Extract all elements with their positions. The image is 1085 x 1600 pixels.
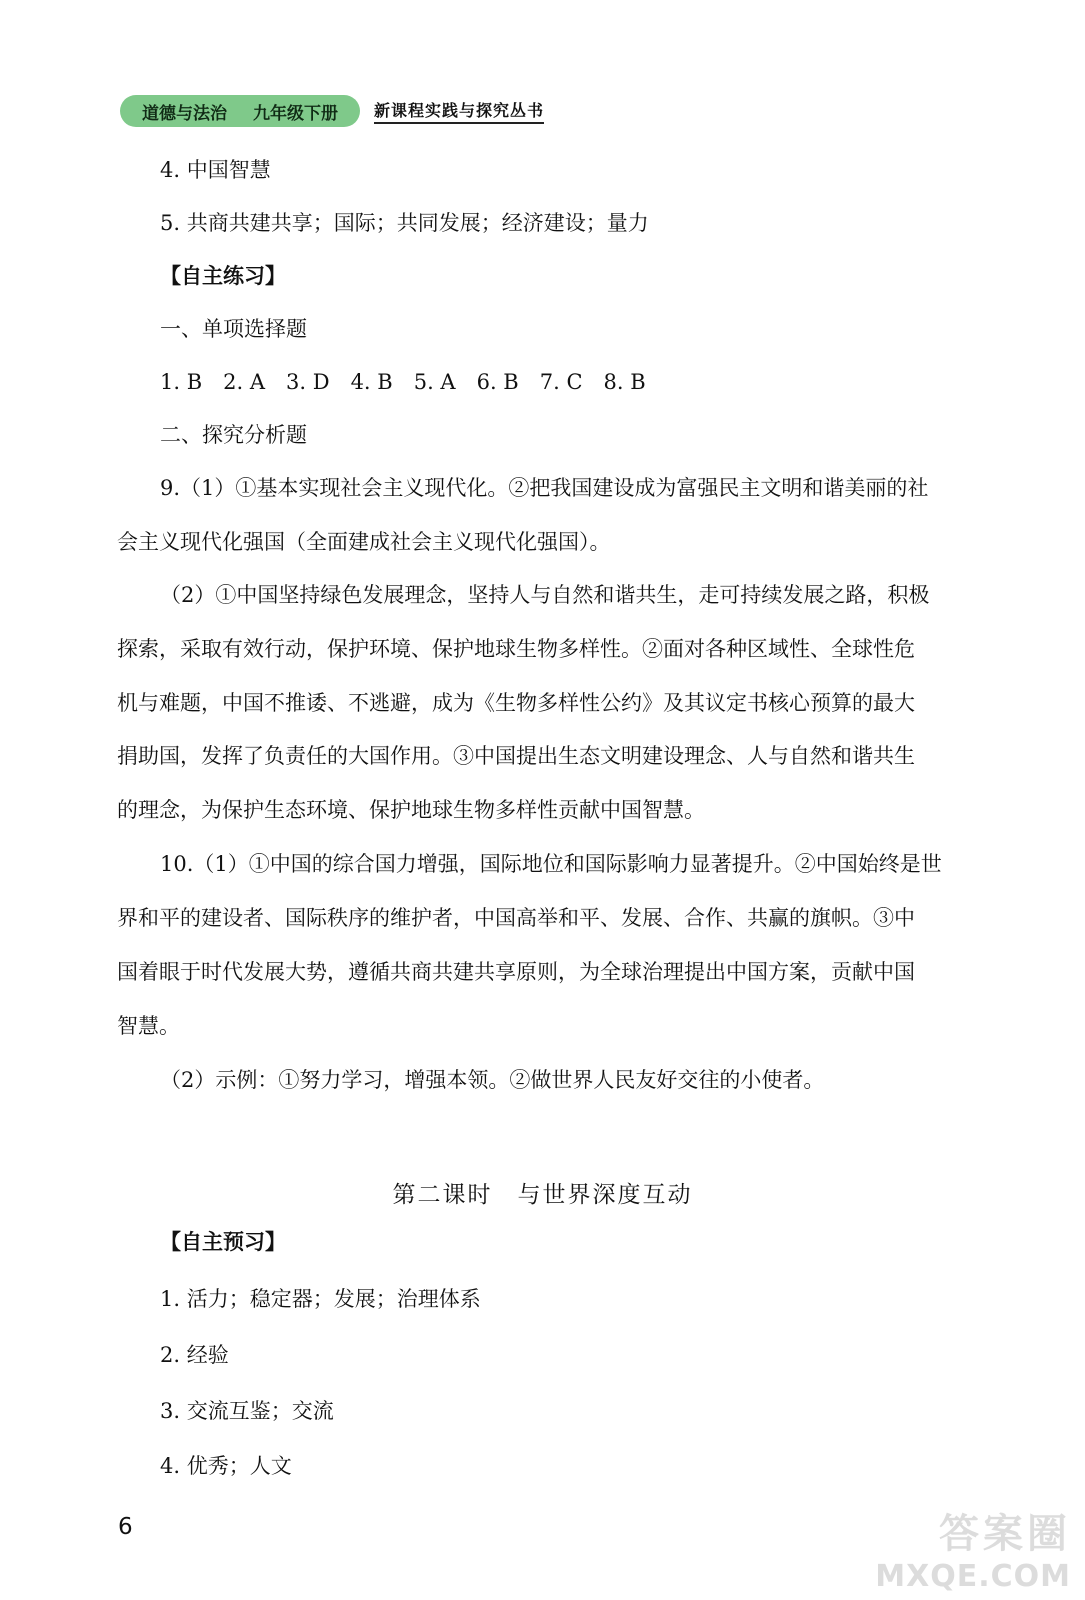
answer-line: 国着眼于时代发展大势，遵循共商共建共享原则，为全球治理提出中国方案，贡献中国 (117, 960, 915, 984)
answer-line: 界和平的建设者、国际秩序的维护者，中国高举和平、发展、合作、共赢的旗帜。③中 (117, 906, 915, 930)
section-heading: 【自主预习】 (160, 1230, 286, 1254)
answer-line: 2. 经验 (160, 1343, 229, 1367)
watermark-text: 答案圈 (939, 1511, 1071, 1557)
answer-line: 5. 共商共建共享；国际；共同发展；经济建设；量力 (160, 211, 649, 235)
answer-line: （2）示例：①努力学习，增强本领。②做世界人民友好交往的小使者。 (160, 1068, 825, 1092)
answer-line: （2）①中国坚持绿色发展理念，坚持人与自然和谐共生，走可持续发展之路，积极 (160, 583, 930, 607)
section-heading: 一、单项选择题 (160, 317, 307, 341)
answer-line: 3. 交流互鉴；交流 (160, 1399, 334, 1423)
answer-line: 会主义现代化强国（全面建成社会主义现代化强国）。 (117, 530, 611, 554)
section-heading: 二、探究分析题 (160, 423, 307, 447)
answer-line: 1. B 2. A 3. D 4. B 5. A 6. B 7. C 8. B (160, 370, 646, 394)
answer-line: 1. 活力；稳定器；发展；治理体系 (160, 1287, 481, 1311)
answer-line: 的理念，为保护生态环境、保护地球生物多样性贡献中国智慧。 (117, 798, 705, 822)
section-heading: 【自主练习】 (160, 264, 286, 288)
answer-line: 4. 中国智慧 (160, 158, 271, 182)
page-number: 6 (118, 1514, 133, 1540)
answer-line: 捐助国，发挥了负责任的大国作用。③中国提出生态文明建设理念、人与自然和谐共生 (117, 744, 915, 768)
answer-line: 9.（1）①基本实现社会主义现代化。②把我国建设成为富强民主文明和谐美丽的社 (160, 476, 929, 500)
grade-label: 九年级下册 (253, 103, 338, 124)
page-header (120, 94, 544, 128)
answer-line: 4. 优秀；人文 (160, 1454, 292, 1478)
answer-line: 机与难题，中国不推诿、不逃避，成为《生物多样性公约》及其议定书核心预算的最大 (117, 691, 915, 715)
answer-line: 10.（1）①中国的综合国力增强，国际地位和国际影响力显著提升。②中国始终是世 (160, 852, 942, 876)
answer-line: 智慧。 (117, 1014, 180, 1038)
subject-label: 道德与法治 (142, 103, 227, 124)
watermark (875, 1502, 1071, 1594)
lesson-title: 第二课时 与世界深度互动 (392, 1182, 693, 1208)
watermark-url: MXQE.COM (875, 1559, 1071, 1594)
series-label: 新课程实践与探究丛书 (374, 98, 544, 124)
answer-line: 探索，采取有效行动，保护环境、保护地球生物多样性。②面对各种区域性、全球性危 (117, 637, 915, 661)
subject-badge (120, 95, 360, 127)
